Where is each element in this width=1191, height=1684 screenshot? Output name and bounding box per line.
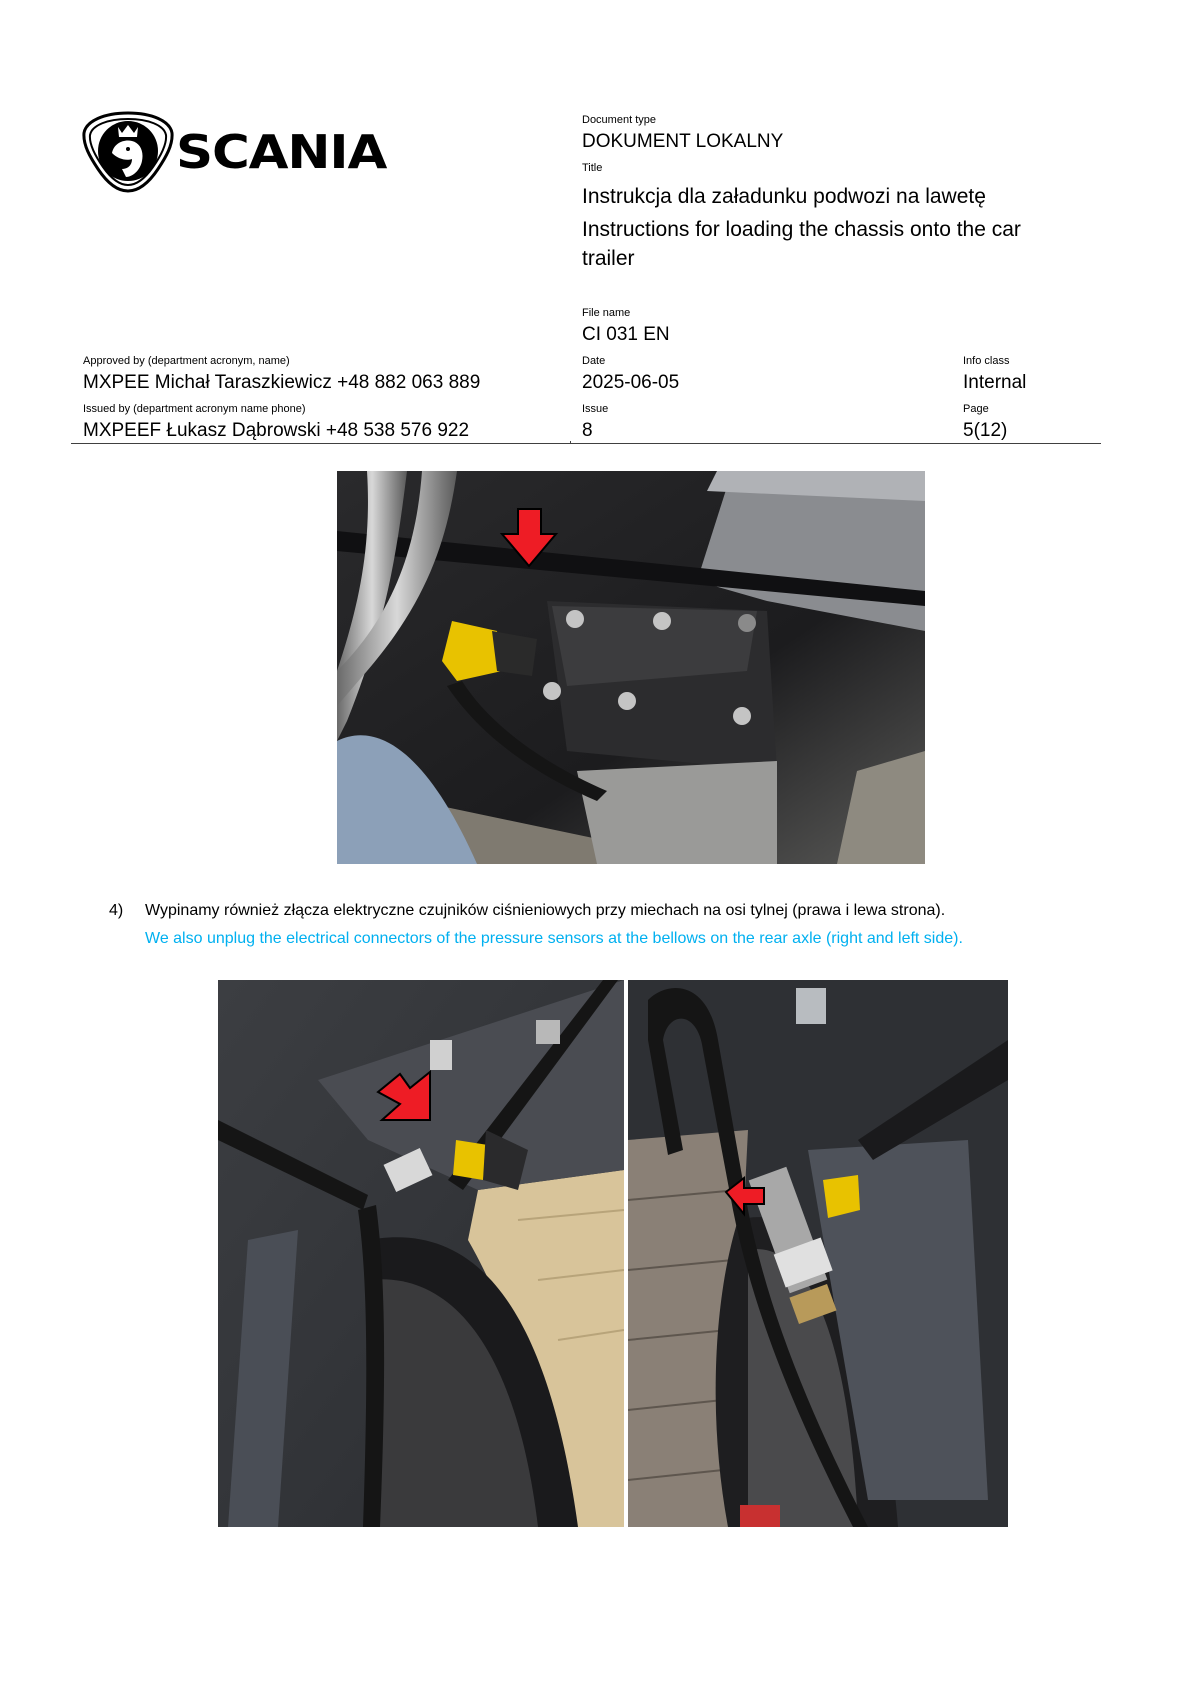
scania-logo	[82, 111, 392, 193]
page-number-value: 5(12)	[963, 420, 1008, 441]
approved-by-value: MXPEE Michał Taraszkiewicz +48 882 063 889	[83, 372, 481, 393]
issued-by-value: MXPEEF Łukasz Dąbrowski +48 538 576 922	[83, 420, 470, 441]
document-type-label: Document type	[582, 114, 656, 126]
info-class-label: Info class	[963, 355, 1010, 367]
date-label: Date	[582, 355, 606, 367]
title-line-en-cont: trailer	[582, 247, 635, 270]
title-label: Title	[582, 162, 603, 174]
info-class-value: Internal	[963, 372, 1027, 393]
step-text-polish: Wypinamy również złącza elektryczne czujników ciśnieniowych przy miechach na osi tylnej (prawa i lewa strona).	[145, 902, 946, 919]
file-name-value: CI 031 EN	[582, 324, 670, 345]
griffin-emblem-icon	[82, 111, 174, 193]
header-column-tick	[570, 441, 571, 444]
document-type-value: DOKUMENT LOKALNY	[582, 131, 784, 152]
photo-bellows-left	[218, 980, 624, 1527]
photo-bellows-right	[628, 980, 1008, 1527]
issued-by-label: Issued by (department acronym name phone)	[83, 403, 306, 415]
title-line-pl: Instrukcja dla załadunku podwozi na lawetę	[582, 185, 986, 208]
title-line-en: Instructions for loading the chassis onto the car	[582, 218, 1021, 241]
issue-value: 8	[582, 420, 593, 441]
brand-wordmark: SCANIA	[176, 125, 387, 179]
issue-label: Issue	[582, 403, 609, 415]
step-number: 4)	[109, 902, 124, 919]
header-divider	[71, 443, 1101, 444]
photo-valve-connector	[337, 471, 925, 864]
approved-by-label: Approved by (department acronym, name)	[83, 355, 290, 367]
date-value: 2025-06-05	[582, 372, 680, 393]
page-label: Page	[963, 403, 989, 415]
step-text-english: We also unplug the electrical connectors of the pressure sensors at the bellows on the rear axle (right and left side).	[145, 930, 963, 947]
file-name-label: File name	[582, 307, 631, 319]
